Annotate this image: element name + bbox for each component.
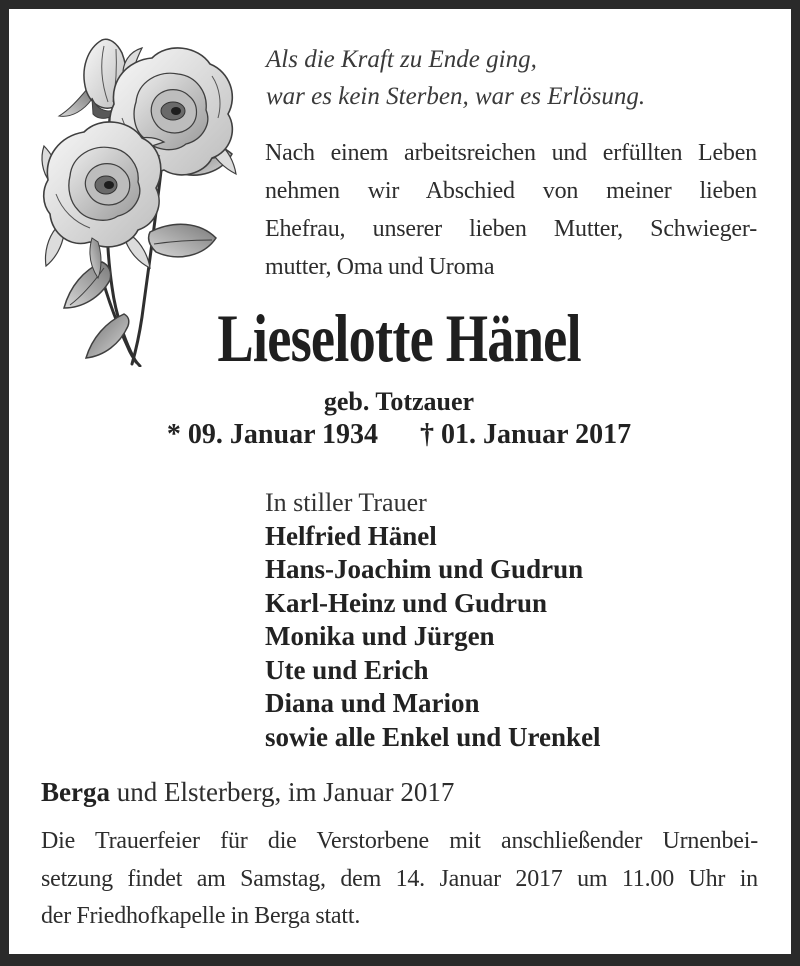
mourners-block [265,486,601,754]
funeral-line: Die Trauerfeier für die Verstorbene mit anschließender Urnenbei- [41,828,758,854]
deceased-name-text: Lieselotte Hänel [217,300,581,376]
place-rest: und Elsterberg, im Januar 2017 [109,777,455,807]
birth-date: * 09. Januar 1934 [166,419,378,450]
mourner-name: Karl-Heinz und Gudrun [265,587,548,618]
epigraph-line: Als die Kraft zu Ende ging, [266,46,537,73]
mourner-name: Helfried Hänel [265,520,437,551]
deceased-name [40,302,758,374]
opening-line: Nach einem arbeitsreichen und erfüllten Leben [265,140,757,166]
funeral-line: setzung findet am Samstag, dem 14. Januar 2017 um 11.00 Uhr in [41,865,758,892]
mourner-name: Hans-Joachim und Gudrun [265,554,584,584]
place-date-line [41,777,454,808]
mourner-name: Monika und Jürgen [265,621,495,651]
opening-line: Ehefrau, unserer lieben Mutter, Schwieger- [265,216,757,242]
mourning-intro: In stiller Trauer [265,488,427,517]
opening-line: nehmen wir Abschied von meiner lieben [265,178,757,204]
epigraph [266,41,645,115]
mourner-name: Ute und Erich [265,654,429,685]
place-name: Berga [41,777,110,807]
maiden-name: geb. Totzauer [323,387,475,416]
funeral-line: der Friedhofkapelle in Berga statt. [41,903,361,929]
life-dates [40,419,758,451]
epigraph-line: war es kein Sterben, war es Erlösung. [266,83,646,110]
mourner-name: sowie alle Enkel und Urenkel [265,721,601,752]
funeral-details [41,823,758,936]
opening-paragraph [265,134,757,286]
opening-line: mutter, Oma und Uroma [265,254,495,280]
death-date: † 01. Januar 2017 [420,419,632,450]
mourner-name: Diana und Marion [265,688,480,718]
